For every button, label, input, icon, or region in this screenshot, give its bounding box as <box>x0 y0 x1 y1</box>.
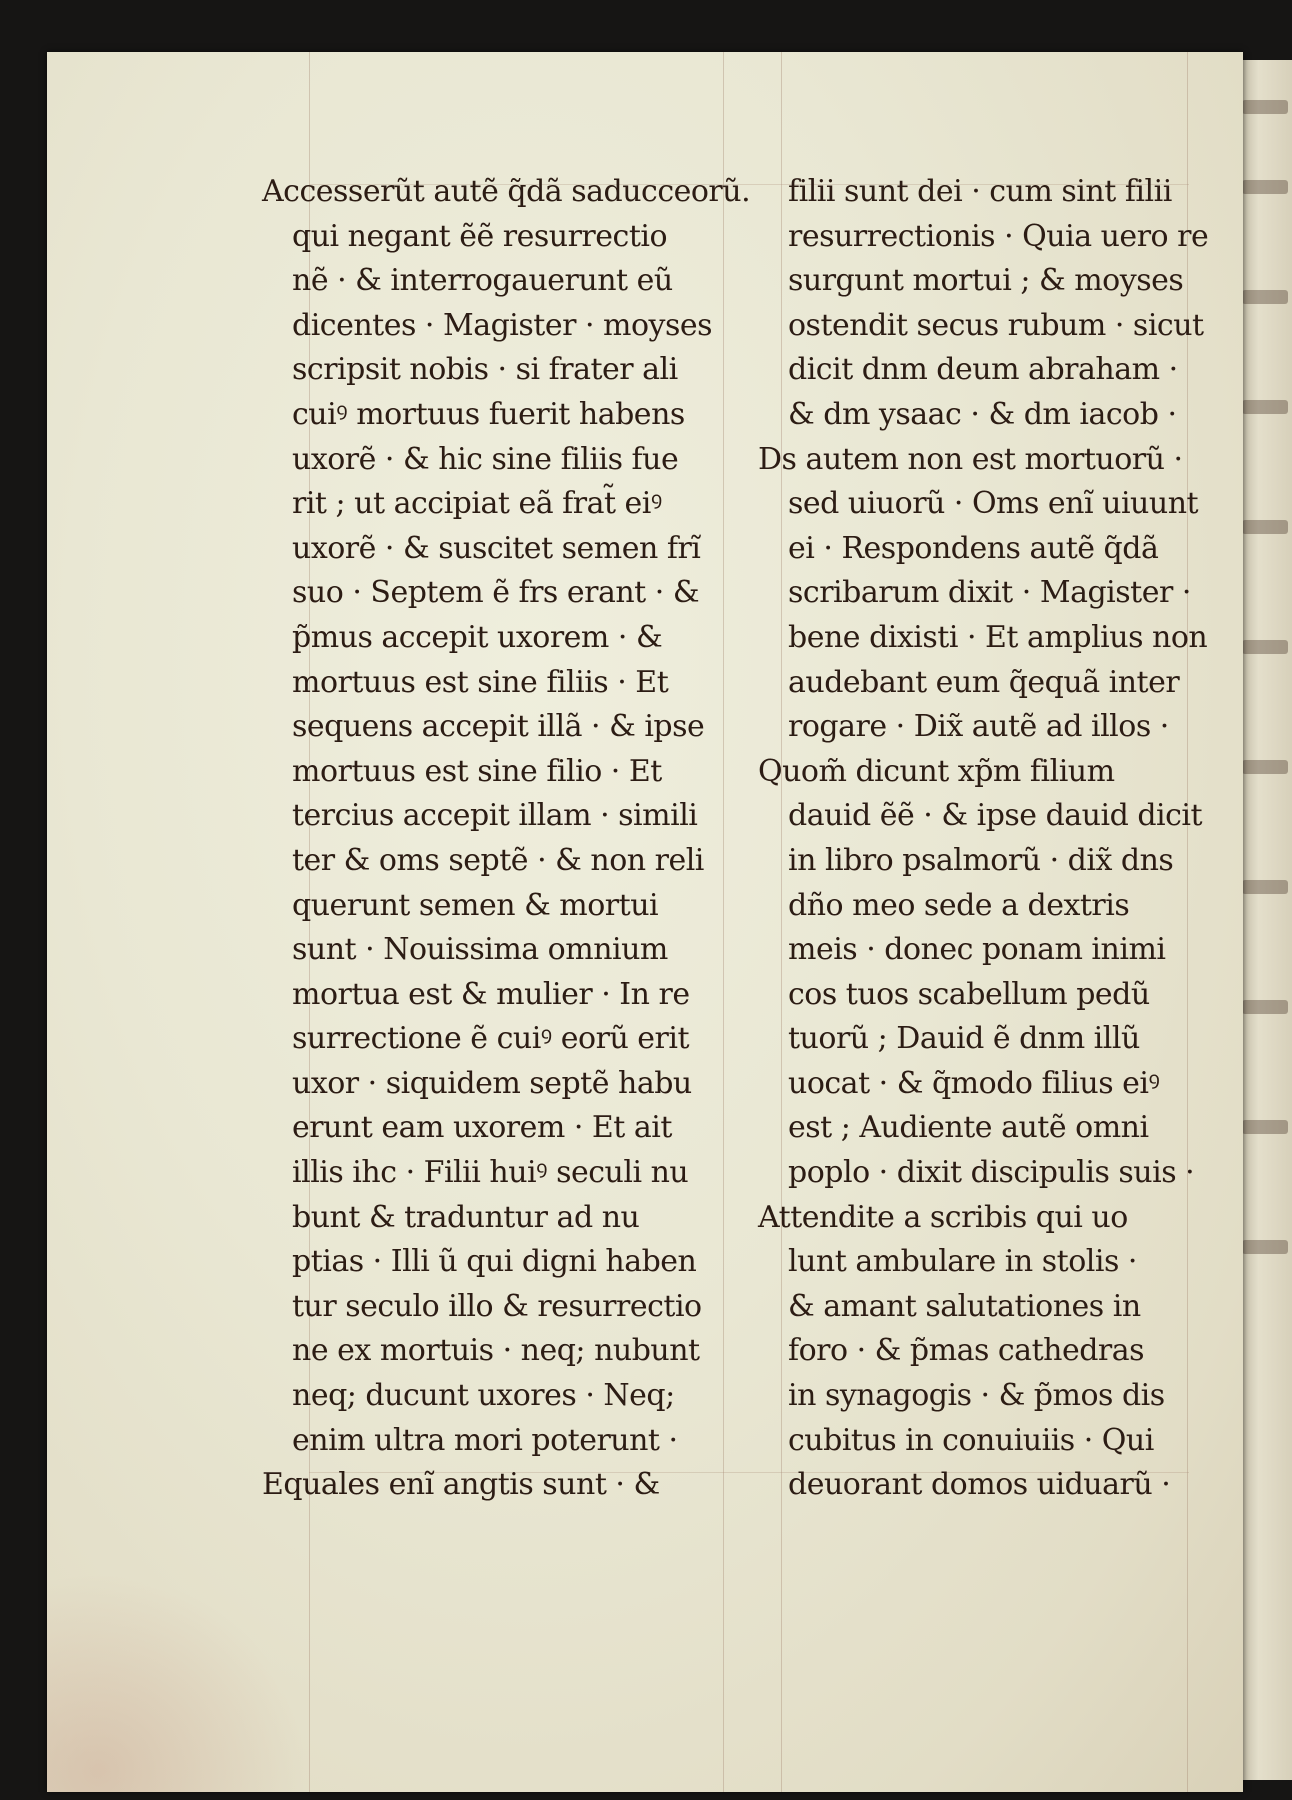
text-column-right <box>758 170 1218 1508</box>
text-line: surgunt mortui ; & moyses <box>788 263 1184 299</box>
text-line: dicentes · Magister · moyses <box>292 307 713 343</box>
parchment-stain <box>47 1572 307 1792</box>
text-line: Equales enĩ angtis sunt · & <box>262 1467 660 1503</box>
text-line: enim ultra mori poterunt · <box>292 1422 678 1458</box>
text-line: uocat · & q̃modo filius eiꝰ <box>788 1065 1160 1101</box>
text-line: neq; ducunt uxores · Neq; <box>292 1378 675 1414</box>
text-line: mortuus est sine filiis · Et <box>292 664 669 700</box>
text-line: tercius accepit illam · simili <box>292 798 698 834</box>
text-line: cubitus in conuiuiis · Qui <box>788 1422 1154 1458</box>
text-line: cuiꝰ mortuus fuerit habens <box>292 396 685 432</box>
ruling-line <box>723 52 724 1792</box>
text-line: suo · Septem ẽ frs erant · & <box>292 575 700 611</box>
text-line: audebant eum q̃equã inter <box>788 664 1180 700</box>
text-line: mortuus est sine filio · Et <box>292 753 662 789</box>
text-line: erunt eam uxorem · Et ait <box>292 1110 672 1146</box>
text-line: dño meo sede a dextris <box>788 887 1130 923</box>
text-line: foro · & p̃mas cathedras <box>788 1333 1145 1369</box>
text-line: & amant salutationes in <box>788 1288 1141 1324</box>
text-line: tuorũ ; Dauid ẽ dnm illũ <box>788 1021 1140 1057</box>
facing-page-edge <box>1236 60 1292 1780</box>
text-line: uxorẽ · & hic sine filiis fue <box>292 441 679 477</box>
text-line: illis ihc · Filii huiꝰ seculi nu <box>292 1155 689 1191</box>
text-line: Attendite a scribis qui uo <box>758 1199 1128 1235</box>
text-line: nẽ · & interrogauerunt eũ <box>292 263 673 299</box>
text-line: Quom̃ dicunt xp̃m filium <box>758 753 1115 789</box>
ruling-line <box>781 52 782 1792</box>
text-line: resurrectionis · Quia uero re <box>788 218 1209 254</box>
text-line: ne ex mortuis · neq; nubunt <box>292 1333 700 1369</box>
text-line: mortua est & mulier · In re <box>292 976 690 1012</box>
text-line: meis · donec ponam inimi <box>788 932 1166 968</box>
text-line: lunt ambulare in stolis · <box>788 1244 1137 1280</box>
text-line: filii sunt dei · cum sint filii <box>788 174 1172 209</box>
text-line: cos tuos scabellum pedũ <box>788 976 1150 1012</box>
text-line: sed uiuorũ · Oms enĩ uiuunt <box>788 486 1199 522</box>
text-line: rogare · Dix̃ autẽ ad illos · <box>788 709 1169 745</box>
text-line: ostendit secus rubum · sicut <box>788 307 1204 343</box>
text-line: tur seculo illo & resurrectio <box>292 1288 702 1324</box>
text-line: ei · Respondens autẽ q̃dã <box>788 530 1159 566</box>
text-line: uxor · siquidem septẽ habu <box>292 1065 692 1101</box>
text-line: Ds autem non est mortuorũ · <box>758 441 1183 477</box>
text-line: deuorant domos uiduarũ · <box>788 1467 1171 1503</box>
text-line: p̃mus accepit uxorem · & <box>292 619 663 655</box>
text-line: in synagogis · & p̃mos dis <box>788 1378 1165 1414</box>
text-line: rit ; ut accipiat eã frat̃ eiꝰ <box>292 486 662 522</box>
text-line: sunt · Nouissima omnium <box>292 932 668 968</box>
text-line: scripsit nobis · si frater ali <box>292 352 678 388</box>
text-line: poplo · dixit discipulis suis · <box>788 1155 1195 1191</box>
text-line: surrectione ẽ cuiꝰ eorũ erit <box>292 1021 690 1057</box>
text-line: ter & oms septẽ · & non reli <box>292 842 704 878</box>
text-line: scribarum dixit · Magister · <box>788 575 1191 611</box>
text-line: sequens accepit illã · & ipse <box>292 709 705 745</box>
text-line: Accesserũt autẽ q̃dã saducceorũ. <box>262 174 751 209</box>
text-line: & dm ysaac · & dm iacob · <box>788 396 1177 432</box>
text-line: qui negant ẽẽ resurrectio <box>292 218 668 254</box>
text-line: bunt & traduntur ad nu <box>292 1199 640 1235</box>
text-line: querunt semen & mortui <box>292 887 659 923</box>
text-column-left <box>262 170 751 1508</box>
text-line: dauid ẽẽ · & ipse dauid dicit <box>788 798 1203 834</box>
text-line: uxorẽ · & suscitet semen frĩ <box>292 530 701 566</box>
text-line: est ; Audiente autẽ omni <box>788 1110 1149 1146</box>
text-line: dicit dnm deum abraham · <box>788 352 1178 388</box>
text-line: in libro psalmorũ · dix̃ dns <box>788 842 1174 878</box>
text-line: ptias · Illi ũ qui digni haben <box>292 1244 697 1280</box>
text-line: bene dixisti · Et amplius non <box>788 619 1208 655</box>
